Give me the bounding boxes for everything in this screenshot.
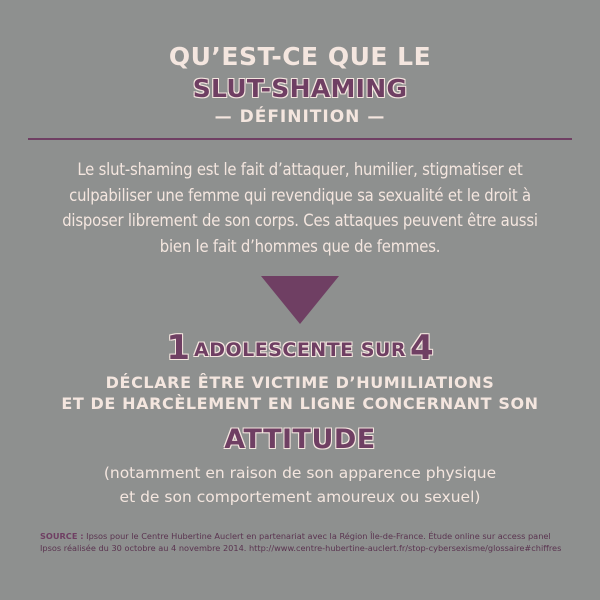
- note-line-2: et de son comportement amoureux ou sexuel): [119, 488, 481, 506]
- definition-text: Le slut-shaming est le fait d’attaquer, humilier, stigmatiser et culpabiliser une femme qui revendique sa sexualité et le droit à disposer librement de son corps. Ces attaques peuvent être aussi bien le fait d’hommes que de femmes.: [62, 160, 538, 256]
- declare-line-1: DÉCLARE ÊTRE VICTIME D’HUMILIATIONS: [105, 373, 495, 392]
- title-line-1: QU’EST-CE QUE LE: [168, 42, 432, 71]
- note-line-1: (notamment en raison de son apparence physique: [103, 464, 497, 482]
- source-citation: [40, 530, 570, 554]
- source-text: Ipsos pour le Centre Hubertine Auclert en partenariat avec la Région Île-de-France. Étude online sur access panel Ipsos réalisée du 30 octobre au 4 novembre 2014. http://www.centre-hubertine-auclert.fr/stop-cybersexisme/glossaire#chiffres: [40, 531, 562, 553]
- attitude-word: ATTITUDE: [224, 424, 376, 455]
- declare-line-2: ET DE HARCÈLEMENT EN LIGNE CONCERNANT SON: [61, 394, 539, 413]
- declare-text: [0, 372, 600, 414]
- title-line-3: — DÉFINITION —: [214, 107, 386, 127]
- source-label: SOURCE :: [40, 531, 84, 541]
- note-text: [0, 461, 600, 509]
- title-line-2: SLUT-SHAMING: [192, 74, 408, 103]
- statistic: [0, 328, 600, 368]
- stat-middle: ADOLESCENTE SUR: [193, 339, 407, 361]
- divider: [28, 138, 572, 140]
- stat-number-right: 4: [410, 328, 434, 368]
- down-triangle-icon: [261, 276, 339, 324]
- stat-number-left: 1: [166, 328, 190, 368]
